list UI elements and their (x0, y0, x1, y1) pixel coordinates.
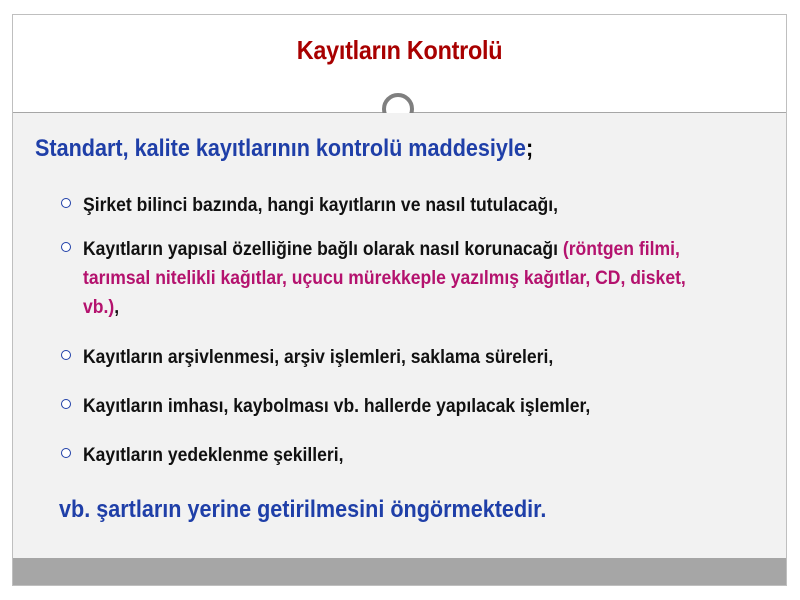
bullet-item (61, 191, 776, 220)
bullet-text: Şirket bilinci bazında, hangi kayıtların ve nasıl tutulacağı, (83, 194, 558, 216)
intro-text: Standart, kalite kayıtlarının kontrolü maddesiyle (35, 135, 526, 162)
bullet-text (83, 235, 707, 322)
bullet-text: Kayıtların yedeklenme şekilleri, (83, 444, 344, 466)
bullet-tail: , (114, 296, 120, 318)
intro-line (35, 135, 533, 163)
bullet-text: Kayıtların imhası, kaybolması vb. hallerde yapılacak işlemler, (83, 395, 591, 417)
content-area (13, 113, 786, 559)
outro-line: vb. şartların yerine getirilmesini öngörmektedir. (59, 496, 547, 523)
bullet-circle-icon (61, 242, 71, 252)
bullet-text-main: Kayıtların yapısal özelliğine bağlı olarak nasıl korunacağı (83, 238, 563, 260)
bullet-item (61, 235, 776, 322)
slide-title: Kayıtların Kontrolü (296, 35, 503, 65)
bullet-circle-icon (61, 350, 71, 360)
bullet-circle-icon (61, 448, 71, 458)
footer-bar (13, 558, 786, 585)
slide (12, 14, 787, 586)
bullet-item (61, 441, 776, 470)
bullet-item (61, 343, 776, 372)
bullet-item (61, 392, 776, 421)
bullet-circle-icon (61, 198, 71, 208)
bullet-text: Kayıtların arşivlenmesi, arşiv işlemleri, saklama süreleri, (83, 346, 554, 368)
bullet-circle-icon (61, 399, 71, 409)
intro-punct: ; (525, 135, 534, 162)
bullet-highlight: (röntgen filmi, tarımsal nitelikli kağıtlar, uçucu mürekkeple yazılmış kağıtlar, CD, disket, vb.) (83, 238, 686, 318)
